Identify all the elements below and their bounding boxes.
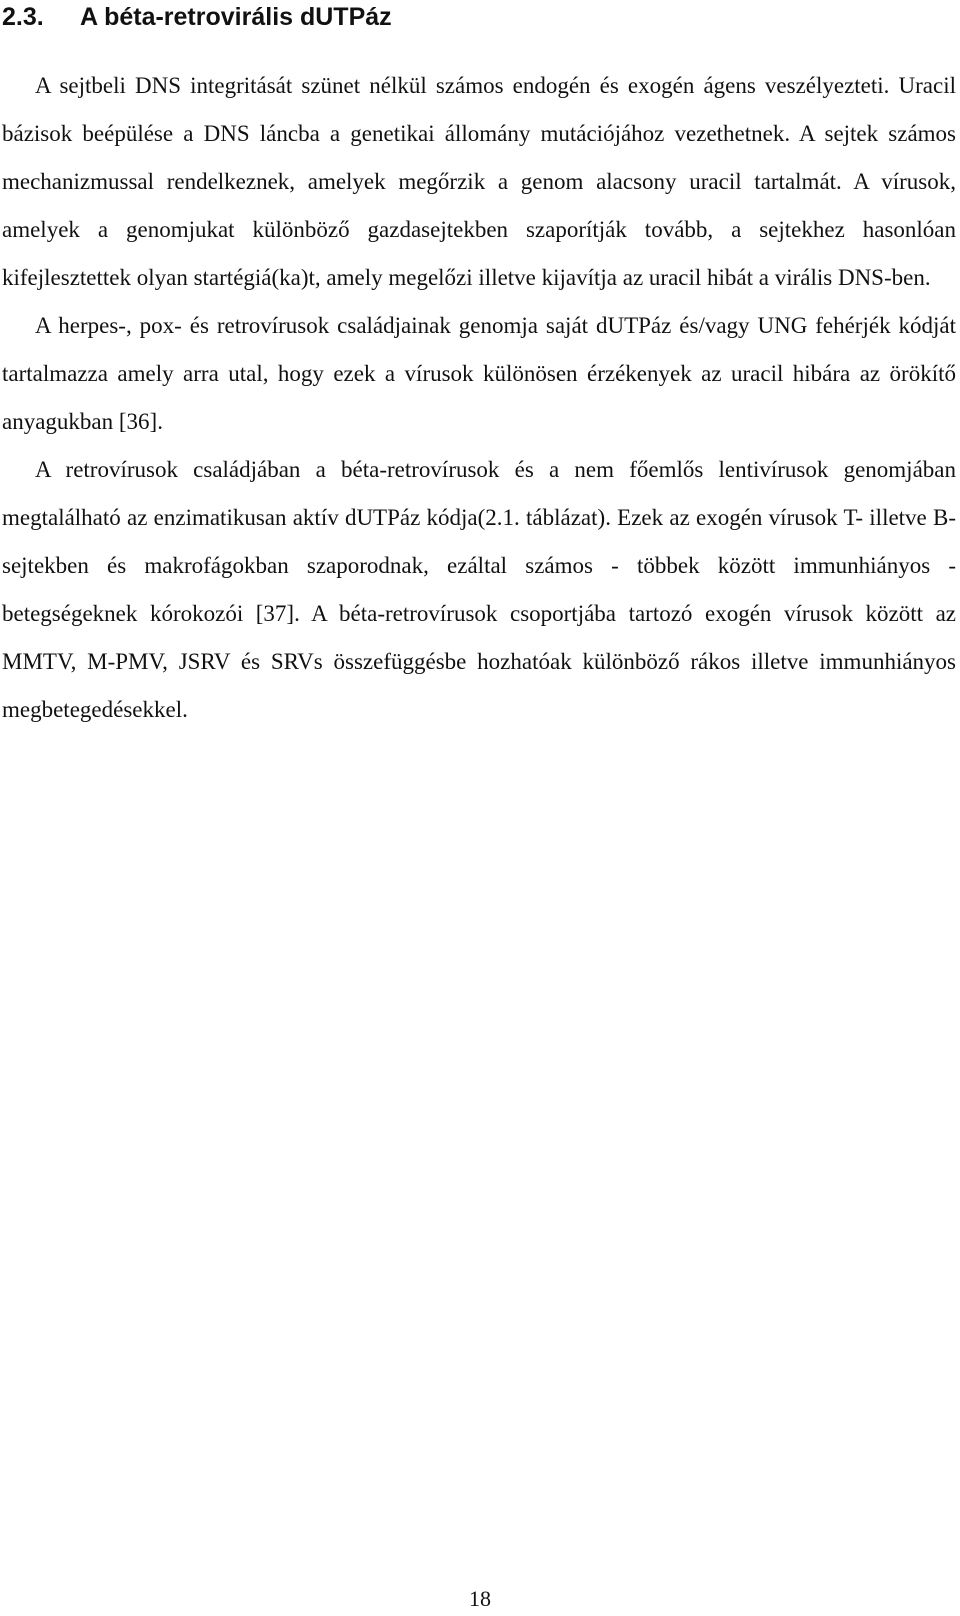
section-title: A béta-retrovirális dUTPáz [80, 3, 392, 31]
section-number: 2.3. [2, 3, 44, 31]
page-number: 18 [469, 1586, 491, 1611]
body-text [2, 62, 956, 734]
paragraph-retrovirus-dutpase: A retrovírusok családjában a béta-retrovírusok és a nem főemlős lentivírusok genomjában megtalálható az enzimatikusan aktív dUTPáz kódja(2.1. táblázat). Ezek az exogén vírusok T- illetve B-sejtekben és makrofágokban szaporodnak, ezáltal számos - többek között immunhiányos - betegségeknek kórokozói [37]. A béta-retrovírusok csoportjába tartozó exogén vírusok között az MMTV, M-PMV, JSRV és SRVs összefüggésbe hozhatóak különböző rákos illetve immunhiányos megbetegedésekkel. [2, 457, 956, 722]
paragraph-dns-integrity: A sejtbeli DNS integritását szünet nélkül számos endogén és exogén ágens veszélyezteti. Uracil bázisok beépülése a DNS láncba a genetikai állomány mutációjához vezethetnek. A sejtek számos mechanizmussal rendelkeznek, amelyek megőrzik a genom alacsony uracil tartalmát. A vírusok, amelyek a genomjukat különböző gazdasejtekben szaporítják tovább, a sejtekhez hasonlóan kifejlesztettek olyan startégiá(ka)t, amely megelőzi illetve kijavítja az uracil hibát a virális DNS-ben. [2, 73, 956, 290]
section-heading [2, 0, 392, 34]
paragraph-virus-families: A herpes-, pox- és retrovírusok családjainak genomja saját dUTPáz és/vagy UNG fehérjék kódját tartalmazza amely arra utal, hogy ezek a vírusok különösen érzékenyek az uracil hibára az örökítő anyagukban [36]. [2, 313, 956, 434]
